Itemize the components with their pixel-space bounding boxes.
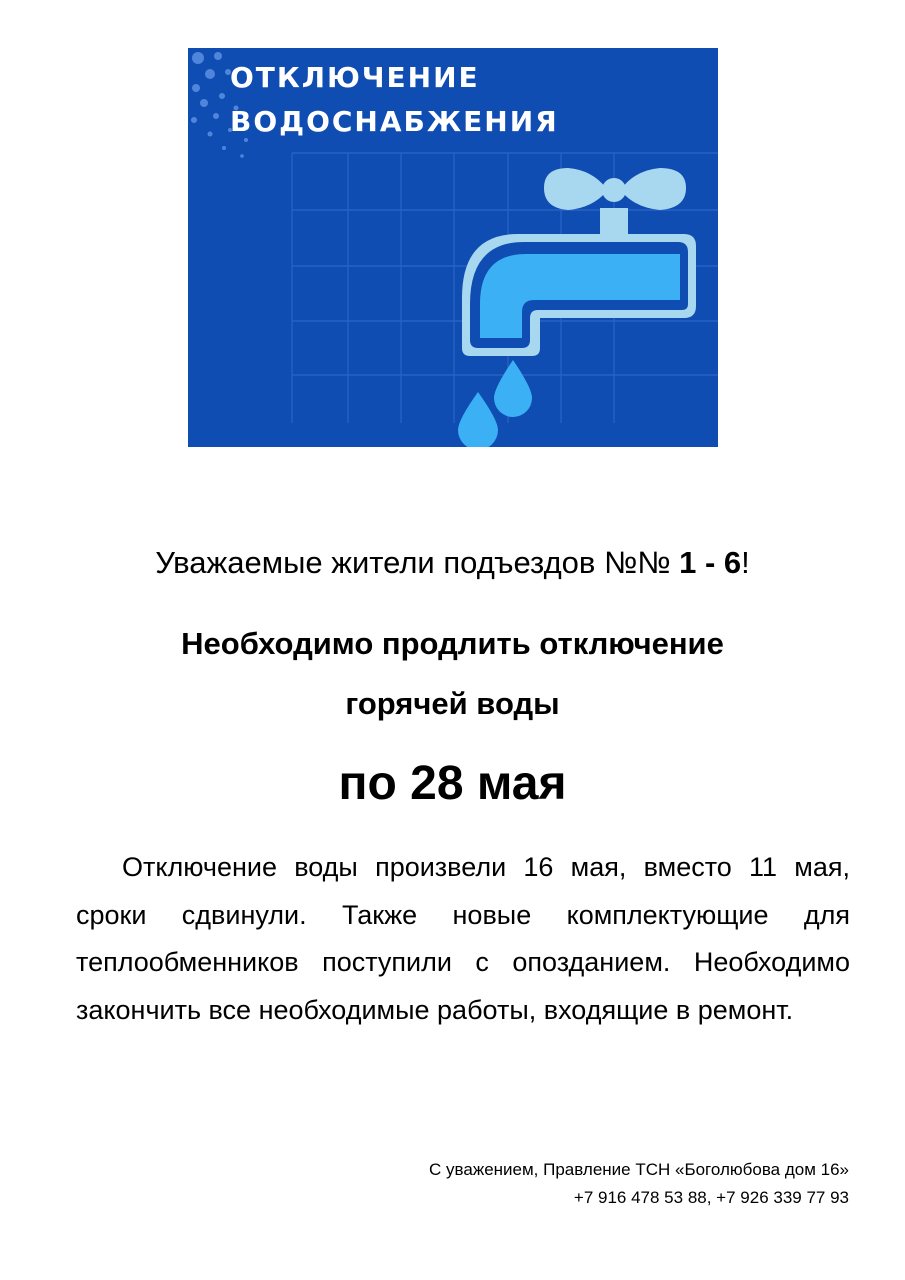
greeting-suffix: ! (741, 545, 750, 580)
signature-line: С уважением, Правление ТСН «Боголюбова дом 16» (429, 1160, 849, 1179)
headline-line2: горячей воды (345, 686, 560, 721)
body-paragraph-text: Отключение воды произвели 16 мая, вместо 11 мая, сроки сдвинули. Также новые комплектующие для теплообменников поступили с опозданием. Необходимо закончить все необходимые работы, входящие в ремонт. (76, 852, 850, 1025)
greeting-prefix: Уважаемые жители подъездов №№ (155, 545, 680, 580)
signature (429, 1156, 849, 1212)
banner-title-line2: ВОДОСНАБЖЕНИЯ (230, 105, 559, 138)
entrance-numbers: 1 - 6 (679, 545, 742, 580)
banner-title (230, 56, 559, 144)
body-paragraph (76, 844, 850, 1034)
greeting (0, 540, 905, 586)
headline-line1: Необходимо продлить отключение (181, 626, 724, 661)
headline (60, 614, 845, 734)
water-shutoff-banner (188, 48, 718, 447)
end-date: по 28 мая (338, 757, 567, 810)
banner-title-line1: ОТКЛЮЧЕНИЕ (230, 61, 480, 94)
contact-phones: +7 916 478 53 88, +7 926 339 77 93 (573, 1188, 849, 1207)
